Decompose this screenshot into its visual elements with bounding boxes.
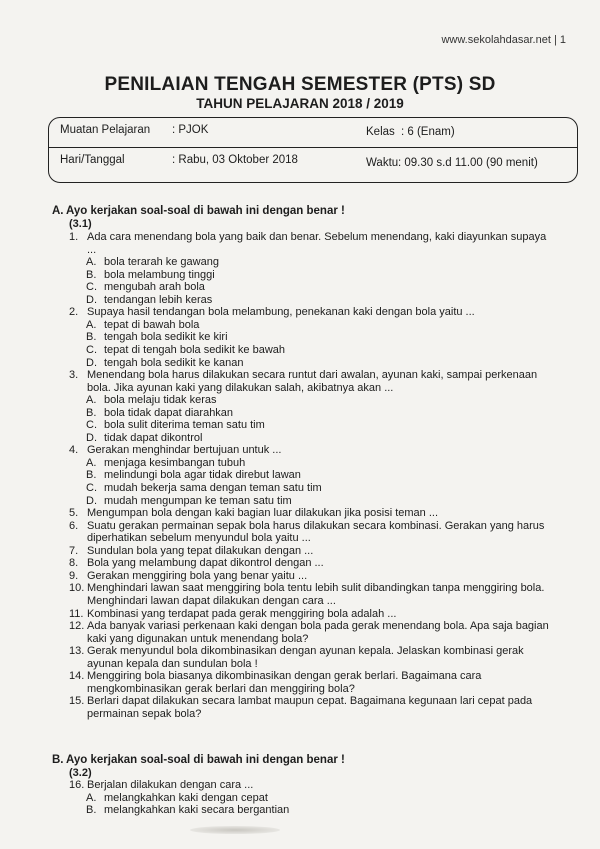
question-text: Berlari dapat dilakukan secara lambat maupun cepat. Bagaimana kegunaan lari cepat pada (87, 695, 533, 708)
option-text: tidak dapat dikontrol (104, 431, 203, 444)
question-number: 12. (69, 620, 85, 633)
question-text: Kombinasi yang terdapat pada gerak menggiring bola adalah ... (87, 607, 397, 620)
section-b-instruction: Ayo kerjakan soal-soal di bawah ini dengan benar ! (66, 754, 345, 766)
option-letter: A. (86, 456, 97, 469)
section-a-heading (52, 205, 345, 217)
subject-value: : PJOK (172, 124, 209, 136)
section-b-code: (3.2) (69, 767, 92, 779)
question-number: 10. (69, 582, 85, 595)
question-text: Gerakan menghindar bertujuan untuk ... (87, 444, 282, 457)
option-letter: C. (86, 281, 97, 294)
option-letter: B. (86, 469, 97, 482)
question-number: 14. (69, 670, 85, 683)
option-letter: A. (86, 791, 97, 804)
question-number: 2. (69, 306, 79, 319)
option-letter: D. (86, 494, 97, 507)
option-text: melangkahkan kaki secara bergantian (104, 804, 290, 817)
option-letter: C. (86, 419, 97, 432)
question-text: Menendang bola harus dilakukan secara runtut dari awalan, ayunan kaki, sampai perkenaan (87, 369, 538, 382)
question-number: 8. (69, 557, 79, 570)
question-text: Suatu gerakan permainan sepak bola harus dilakukan secara kombinasi. Gerakan yang harus (87, 519, 545, 532)
time-value: : 09.30 s.d 11.00 (90 menit) (398, 157, 538, 169)
question-text: Ada cara menendang bola yang baik dan benar. Sebelum menendang, kaki diayunkan supaya (87, 231, 547, 243)
option-letter: B. (86, 331, 97, 344)
question-number: 3. (69, 369, 79, 382)
question-text-continued: mengkombinasikan gerak berlari dan menggiring bola? (87, 682, 355, 695)
option-letter: B. (86, 804, 97, 817)
date-label: Hari/Tanggal (60, 154, 125, 166)
section-a-code: (3.1) (69, 218, 92, 230)
question-number: 6. (69, 519, 79, 532)
question-number: 15. (69, 695, 85, 708)
question-number: 16. (69, 779, 85, 791)
question-text: Menggiring bola biasanya dikombinasikan dengan gerak berlari. Bagaimana cara (87, 670, 482, 683)
question-text: Ada banyak variasi perkenaan kaki dengan bola pada gerak menendang bola. Apa saja bagian (87, 620, 549, 633)
option-letter: A. (86, 256, 97, 269)
question-text: Berjalan dilakukan dengan cara ... (87, 779, 254, 791)
option-letter: D. (86, 356, 97, 369)
option-text: mudah bekerja sama dengan teman satu tim (104, 482, 322, 494)
option-letter: A. (86, 394, 97, 407)
subject-label: Muatan Pelajaran (60, 124, 151, 136)
option-text: tepat di tengah bola sedikit ke bawah (104, 343, 286, 356)
question-text: Sundulan bola yang tepat dilakukan dengan ... (87, 544, 314, 557)
question-text: Bola yang melambung dapat dikontrol dengan ... (87, 557, 324, 570)
page-smudge (190, 826, 280, 834)
option-text: tendangan lebih keras (104, 293, 213, 306)
class-label: Kelas (366, 126, 395, 138)
question-text-continued: kaki yang digunakan untuk menendang bola? (87, 632, 309, 645)
option-text: tengah bola sedikit ke kiri (104, 331, 228, 344)
option-text: tengah bola sedikit ke kanan (104, 356, 244, 369)
option-text: bola tidak dapat diarahkan (104, 406, 234, 419)
question-text-continued: ... (87, 243, 97, 256)
question-text-continued: ayunan kepala dan sundulan bola ! (87, 657, 258, 670)
section-a-instruction: Ayo kerjakan soal-soal di bawah ini dengan benar ! (66, 205, 345, 217)
info-divider (49, 147, 577, 148)
website-header: www.sekolahdasar.net | 1 (441, 34, 566, 46)
option-letter: A. (86, 318, 97, 331)
question-number: 4. (69, 444, 79, 457)
option-text: mudah mengumpan ke teman satu tim (104, 494, 292, 507)
page-title: PENILAIAN TENGAH SEMESTER (PTS) SD (104, 74, 496, 95)
option-letter: D. (86, 431, 97, 444)
section-a-letter: A. (52, 205, 64, 217)
option-letter: D. (86, 293, 97, 306)
question-number: 13. (69, 645, 85, 658)
option-text: bola sulit diterima teman satu tim (104, 419, 265, 432)
question-text-continued: Menghindari lawan dapat dilakukan dengan cara ... (87, 594, 336, 607)
question-text-continued: diperhatikan sebelum menyundul bola yaitu ... (87, 532, 311, 545)
option-letter: B. (86, 268, 97, 281)
option-text: bola melambung tinggi (104, 268, 215, 281)
question-text: Supaya hasil tendangan bola melambung, penekanan kaki dengan bola yaitu ... (87, 306, 475, 319)
date-value: : Rabu, 03 Oktober 2018 (172, 154, 298, 166)
question-text: Gerak menyundul bola dikombinasikan dengan ayunan kepala. Jelaskan kombinasi gerak (87, 645, 524, 658)
question-text-continued: permainan sepak bola? (87, 707, 202, 720)
option-letter: C. (86, 343, 97, 356)
option-letter: C. (86, 482, 97, 494)
page-subtitle: TAHUN PELAJARAN 2018 / 2019 (196, 96, 404, 111)
section-b-letter: B. (52, 754, 64, 766)
question-number: 11. (69, 607, 84, 620)
question-number: 1. (69, 231, 79, 243)
option-text: menjaga kesimbangan tubuh (104, 456, 246, 469)
option-text: melangkahkan kaki dengan cepat (104, 791, 268, 804)
option-text: bola terarah ke gawang (104, 256, 219, 269)
question-number: 9. (69, 569, 79, 582)
question-number: 5. (69, 507, 79, 520)
option-text: tepat di bawah bola (104, 318, 200, 331)
option-letter: B. (86, 406, 97, 419)
option-text: bola melaju tidak keras (104, 394, 217, 407)
option-text: mengubah arah bola (104, 281, 205, 294)
question-text-continued: bola. Jika ayunan kaki yang dilakukan salah, akibatnya akan ... (87, 381, 394, 394)
class-value: : 6 (Enam) (401, 126, 455, 138)
question-text: Mengumpan bola dengan kaki bagian luar dilakukan jika posisi teman ... (87, 507, 438, 520)
option-text: melindungi bola agar tidak direbut lawan (104, 469, 301, 482)
question-text: Gerakan menggiring bola yang benar yaitu ... (87, 569, 308, 582)
time-label: Waktu (366, 157, 399, 169)
section-b-heading (52, 754, 345, 766)
question-number: 7. (69, 544, 79, 557)
question-text: Menghindari lawan saat menggiring bola tentu lebih sulit dibandingkan tanpa menggiring bola. (87, 582, 545, 595)
